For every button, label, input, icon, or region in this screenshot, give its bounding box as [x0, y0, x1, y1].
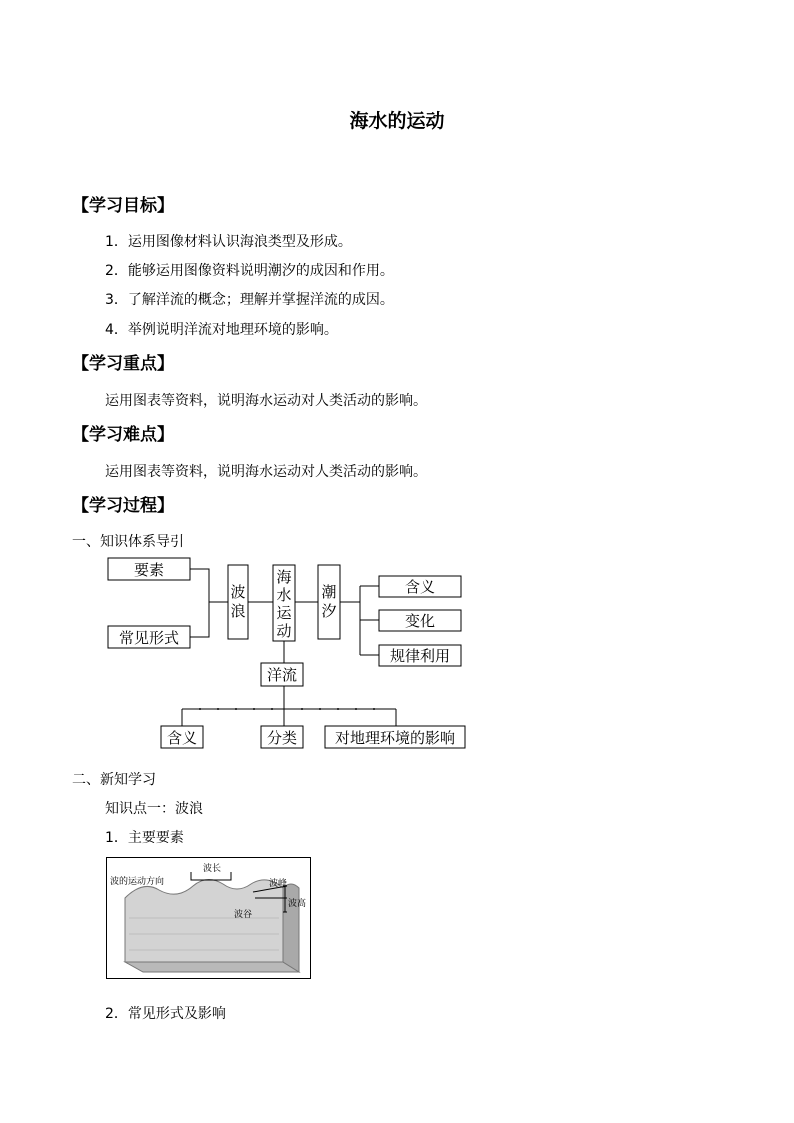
objectives-heading: 【学习目标】	[72, 196, 174, 216]
knowledge-point-1: 知识点一：波浪	[105, 801, 203, 817]
process-heading: 【学习过程】	[72, 496, 174, 516]
diagram-label-tide-change: 变化	[404, 612, 436, 630]
diagram-label-tide-meaning: 含义	[404, 578, 436, 596]
objective-item-1: 1．运用图像材料认识海浪类型及形成。	[105, 234, 352, 250]
diagram-label-sea-2: 水	[276, 586, 292, 604]
knowledge-system-diagram	[100, 555, 480, 755]
objective-item-4: 4．举例说明洋流对地理环境的影响。	[105, 322, 338, 338]
diagram-label-sea-4: 动	[276, 622, 292, 640]
objective-item-2: 2．能够运用图像资料说明潮汐的成因和作用。	[105, 263, 394, 279]
diagram-label-tide-1: 潮	[321, 583, 337, 601]
wave-label-trough: 波谷	[234, 910, 253, 920]
key-points-heading: 【学习重点】	[72, 354, 174, 374]
key-points-text: 运用图表等资料，说明海水运动对人类活动的影响。	[105, 393, 427, 409]
objective-item-3: 3．了解洋流的概念；理解并掌握洋流的成因。	[105, 292, 394, 308]
wave-label-height: 波高	[288, 899, 307, 909]
wave-label-crest: 波峰	[269, 879, 288, 889]
diagram-label-tide-2: 汐	[321, 602, 337, 620]
section-2-heading: 二、新知学习	[72, 772, 156, 788]
diagram-label-current: 洋流	[266, 666, 298, 684]
wave-label-direction: 波的运动方向	[110, 877, 165, 887]
diagram-label-current-effect: 对地理环境的影响	[334, 729, 456, 747]
diagram-label-elements: 要素	[133, 561, 165, 579]
diagram-label-wave-2: 浪	[230, 602, 246, 620]
sub-heading-common-forms: 2．常见形式及影响	[105, 1006, 226, 1022]
diagram-label-wave-1: 波	[230, 583, 246, 601]
diagram-label-sea-3: 运	[276, 604, 292, 622]
diagram-label-current-meaning: 含义	[166, 729, 198, 747]
diagram-label-sea-1: 海	[276, 568, 292, 586]
section-1-heading: 一、知识体系导引	[72, 534, 184, 550]
diagram-label-common-forms: 常见形式	[118, 629, 180, 647]
wave-label-wavelength: 波长	[203, 864, 222, 874]
diagram-label-current-class: 分类	[266, 729, 298, 747]
wave-illustration	[107, 858, 310, 978]
sub-heading-main-elements: 1．主要要素	[105, 830, 184, 846]
diagram-label-tide-rule: 规律利用	[389, 647, 451, 665]
difficulties-heading: 【学习难点】	[72, 425, 174, 445]
wave-figure	[106, 857, 311, 979]
difficulties-text: 运用图表等资料，说明海水运动对人类活动的影响。	[105, 464, 427, 480]
page-title: 海水的运动	[349, 110, 445, 132]
